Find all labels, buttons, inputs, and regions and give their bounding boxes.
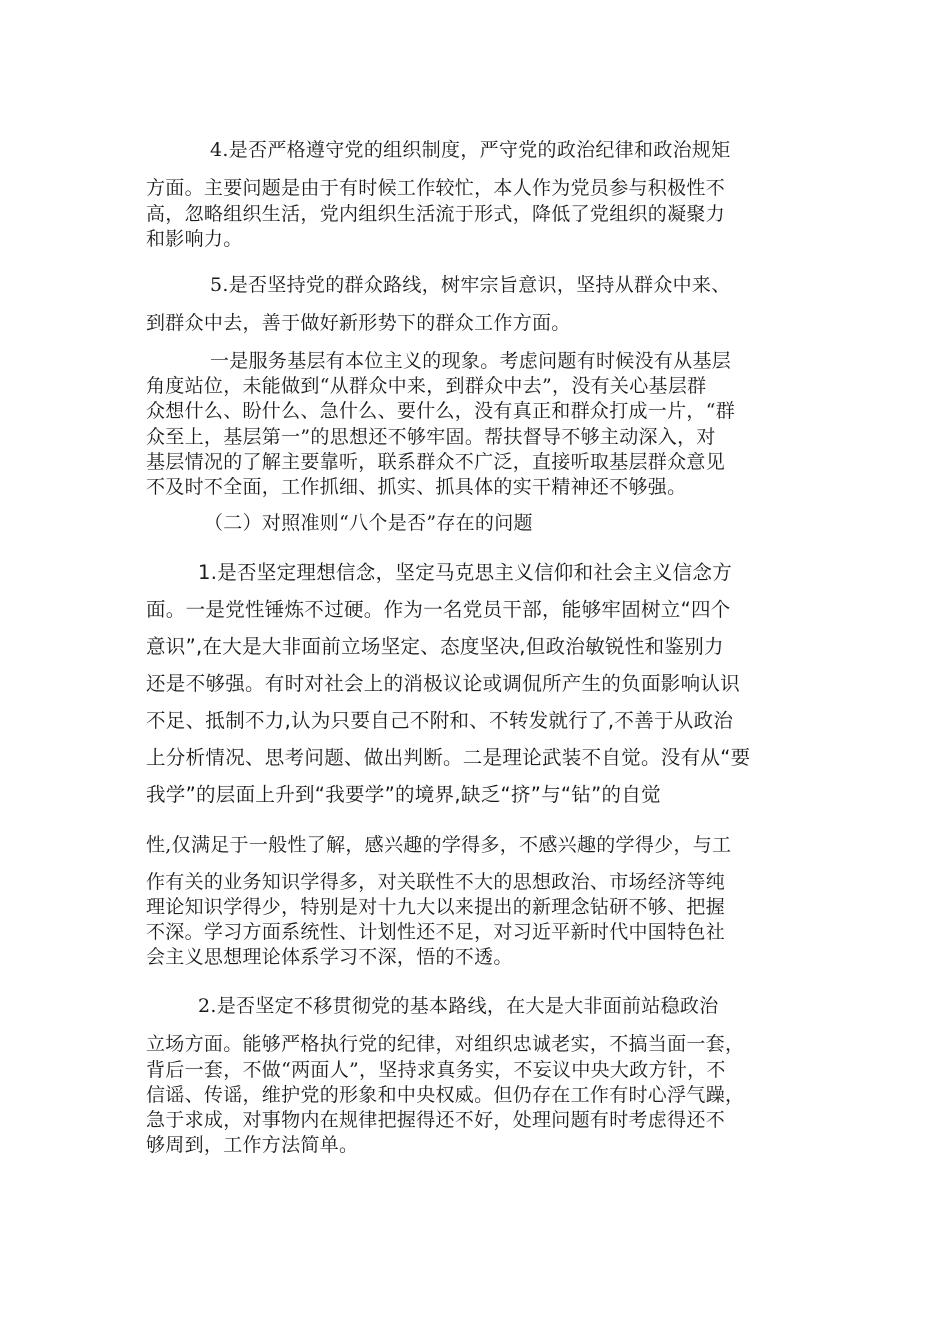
text-line: 上分析情况、思考问题、做出判断。二是理论武装不自觉。没有从“要 (146, 746, 751, 769)
text-line: 立场方面。能够严格执行党的纪律，对组织忠诚老实，不搞当面一套， (146, 1033, 745, 1055)
text-line: 面。一是党性锤炼不过硬。作为一名党员干部，能够牢固树立“四个 (146, 598, 731, 621)
text-line: 角度站位，未能做到“从群众中来，到群众中去”，没有关心基层群 (146, 375, 707, 397)
text-line: 会主义思想理论体系学习不深，悟的不透。 (146, 946, 513, 968)
text-line: 方面。主要问题是由于有时候工作较忙，本人作为党员参与积极性不 (146, 177, 726, 199)
text-line: 还是不够强。有时对社会上的消极议论或调侃所产生的负面影响认识 (146, 672, 741, 695)
text-line: 不深。学习方面系统性、计划性还不足，对习近平新时代中国特色社 (146, 921, 726, 943)
item-1-heading: 1.是否坚定理想信念，坚定马克思主义信仰和社会主义信念方 (198, 561, 733, 584)
text-line: 背后一套，不做“两面人”，坚持求真务实，不妄议中央大政方针，不 (146, 1059, 726, 1081)
item-5-heading: 5.是否坚持党的群众路线，树牢宗旨意识，坚持从群众中来、 (210, 274, 731, 296)
text-line: 不足、抵制不力,认为只要自己不附和、不转发就行了,不善于从政治 (146, 709, 734, 732)
text-line: 意识”,在大是大非面前立场坚定、态度坚决,但政治敏锐性和鉴别力 (146, 635, 724, 658)
text-line: 性,仅满足于一般性了解，感兴趣的学得多，不感兴趣的学得少，与工 (146, 834, 732, 856)
text-line: 众想什么、盼什么、急什么、要什么，没有真正和群众打成一片，“群 (146, 400, 736, 422)
item-2-heading: 2.是否坚定不移贯彻党的基本路线，在大是大非面前站稳政治 (198, 995, 719, 1017)
section-heading: （二）对照准则“八个是否”存在的问题 (204, 512, 533, 534)
text-line: 一是服务基层有本位主义的现象。考虑问题有时候没有从基层 (210, 350, 732, 372)
text-line: 作有关的业务知识学得多，对关联性不大的思想政治、市场经济等纯 (146, 871, 726, 893)
text-line: 急于求成，对事物内在规律把握得还不好，处理问题有时考虑得还不 (146, 1109, 726, 1131)
text-line: 高，忽略组织生活，党内组织生活流于形式，降低了党组织的凝聚力 (146, 203, 726, 225)
item-4-heading: 4.是否严格遵守党的组织制度，严守党的政治纪律和政治规矩 (210, 139, 731, 161)
text-line: 到群众中去，善于做好新形势下的群众工作方面。 (146, 312, 571, 334)
text-line: 理论知识学得少，特别是对十九大以来提出的新理念钻研不够、把握 (146, 896, 726, 918)
text-line: 众至上，基层第一”的思想还不够牢固。帮扶督导不够主动深入，对 (146, 426, 716, 448)
text-line: 基层情况的了解主要靠听，联系群众不广泛，直接听取基层群众意见 (146, 451, 726, 473)
text-line: 信谣、传谣，维护党的形象和中央权威。但仍存在工作有时心浮气躁， (146, 1084, 745, 1106)
text-line: 够周到，工作方法简单。 (146, 1134, 359, 1156)
text-line: 我学”的层面上升到“我要学”的境界,缺乏“挤”与“钻”的自觉 (146, 783, 661, 806)
text-line: 不及时不全面，工作抓细、抓实、抓具体的实干精神还不够强。 (146, 476, 687, 498)
text-line: 和影响力。 (146, 228, 243, 250)
